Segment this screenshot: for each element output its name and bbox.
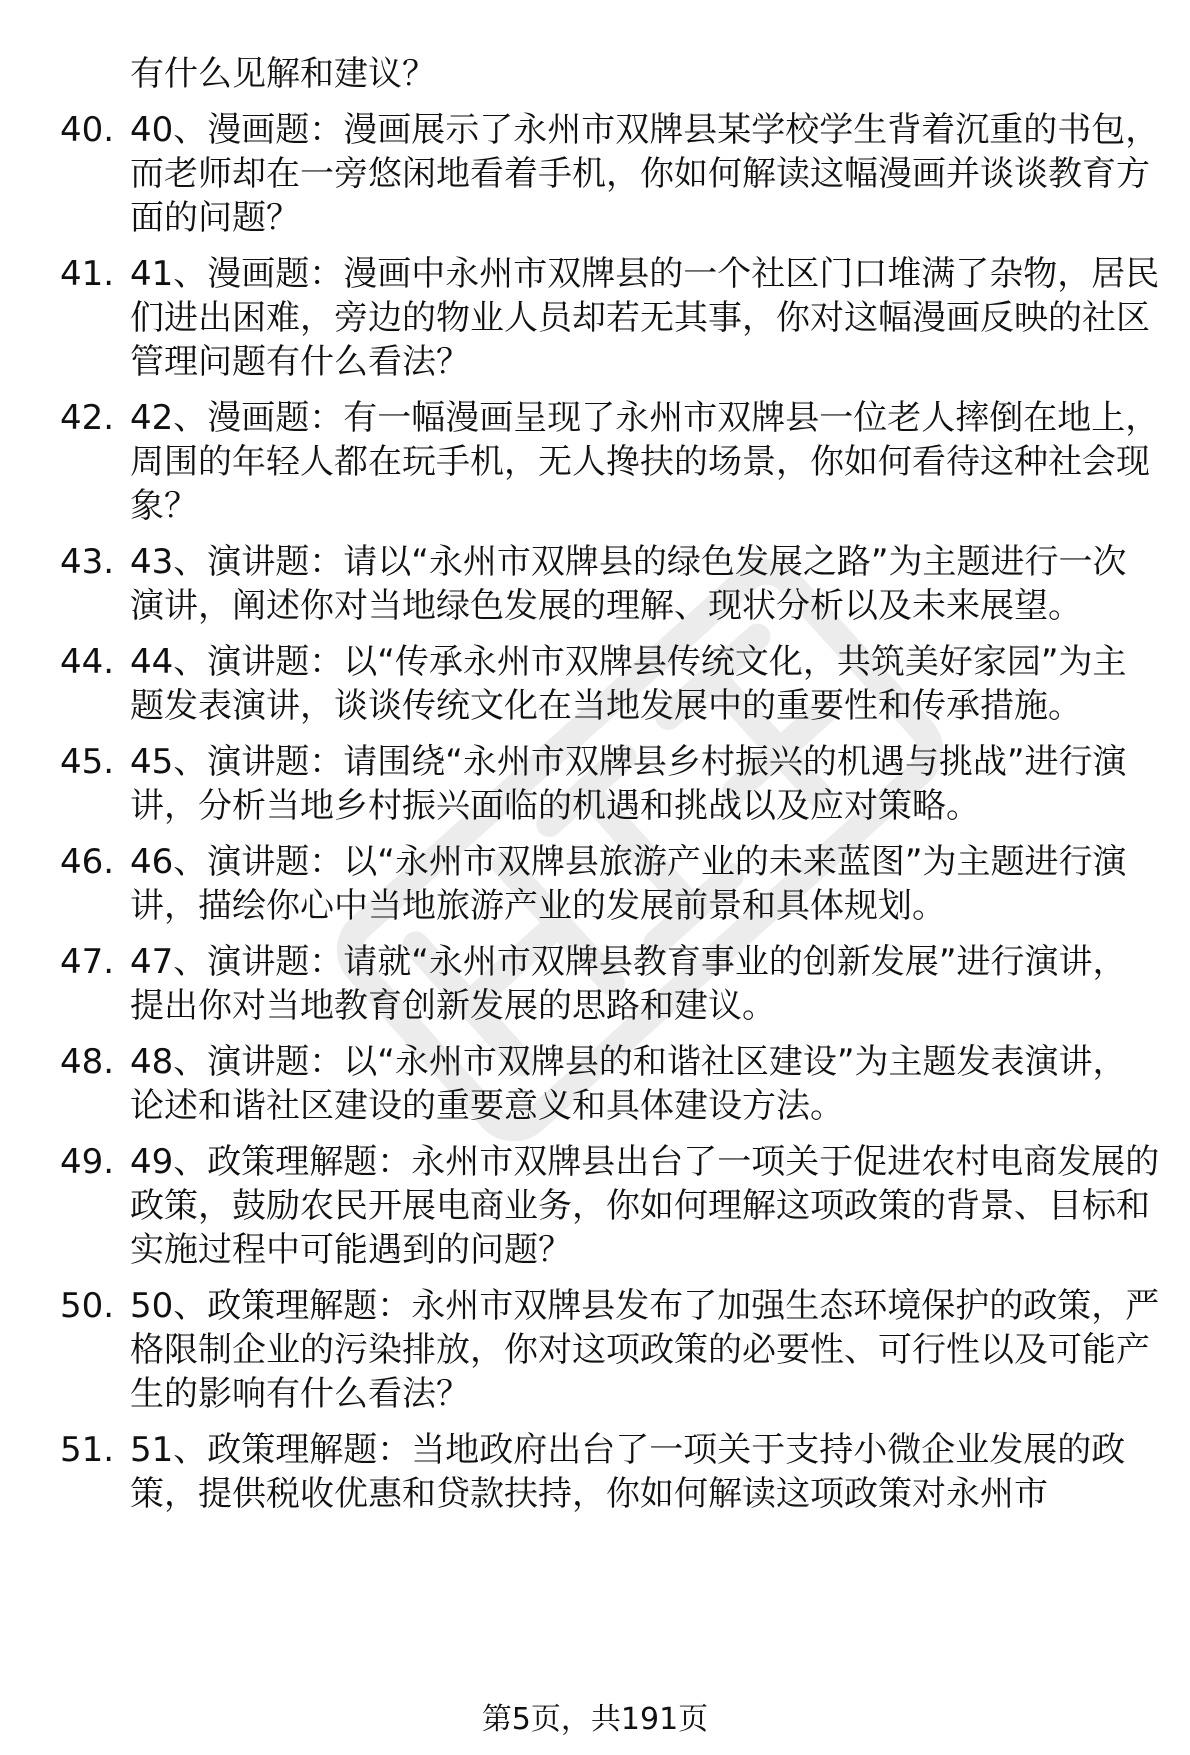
question-item [60, 108, 1160, 240]
question-number: 45. [60, 742, 115, 782]
question-number: 47. [60, 942, 115, 982]
continued-text: 有什么见解和建议？ [130, 54, 436, 94]
question-number: 43. [60, 542, 115, 582]
question-text: 46、演讲题：以“永州市双牌县旅游产业的未来蓝图”为主题进行演讲，描绘你心中当地旅游产业的发展前景和具体规划。 [130, 842, 1127, 926]
question-text: 41、漫画题：漫画中永州市双牌县的一个社区门口堆满了杂物，居民们进出困难，旁边的物业人员却若无其事，你对这幅漫画反映的社区管理问题有什么看法？ [130, 254, 1160, 382]
question-item [60, 840, 1160, 928]
question-list [60, 108, 1160, 1516]
question-text: 47、演讲题：请就“永州市双牌县教育事业的创新发展”进行演讲，提出你对当地教育创新发展的思路和建议。 [130, 942, 1127, 1026]
question-text: 51、政策理解题：当地政府出台了一项关于支持小微企业发展的政策，提供税收优惠和贷款扶持，你如何解读这项政策对永州市 [130, 1430, 1126, 1514]
question-item [60, 396, 1160, 528]
question-list-section [60, 52, 1160, 1516]
page-number-footer: 第5页，共191页 [481, 1702, 709, 1737]
question-item [60, 1428, 1160, 1516]
question-item [60, 940, 1160, 1028]
question-text: 45、演讲题：请围绕“永州市双牌县乡村振兴的机遇与挑战”进行演讲，分析当地乡村振兴面临的机遇和挑战以及应对策略。 [130, 742, 1127, 826]
question-item [60, 1284, 1160, 1416]
question-text: 43、演讲题：请以“永州市双牌县的绿色发展之路”为主题进行一次演讲，阐述你对当地绿色发展的理解、现状分析以及未来展望。 [130, 542, 1127, 626]
question-text: 42、漫画题：有一幅漫画呈现了永州市双牌县一位老人摔倒在地上，周围的年轻人都在玩手机，无人搀扶的场景，你如何看待这种社会现象？ [130, 398, 1160, 526]
question-item [60, 740, 1160, 828]
question-number: 51. [60, 1430, 115, 1470]
question-item [60, 252, 1160, 384]
question-number: 46. [60, 842, 115, 882]
question-item [60, 540, 1160, 628]
question-item [60, 1040, 1160, 1128]
question-number: 50. [60, 1286, 115, 1326]
question-number: 41. [60, 254, 115, 294]
question-item [60, 640, 1160, 728]
question-number: 42. [60, 398, 115, 438]
question-text: 40、漫画题：漫画展示了永州市双牌县某学校学生背着沉重的书包，而老师却在一旁悠闲地看着手机，你如何解读这幅漫画并谈谈教育方面的问题？ [130, 110, 1160, 238]
question-number: 44. [60, 642, 115, 682]
question-text: 48、演讲题：以“永州市双牌县的和谐社区建设”为主题发表演讲，论述和谐社区建设的重要意义和具体建设方法。 [130, 1042, 1127, 1126]
question-text: 49、政策理解题：永州市双牌县出台了一项关于促进农村电商发展的政策，鼓励农民开展电商业务，你如何理解这项政策的背景、目标和实施过程中可能遇到的问题？ [130, 1142, 1160, 1270]
question-number: 48. [60, 1042, 115, 1082]
question-number: 40. [60, 110, 115, 150]
question-text: 50、政策理解题：永州市双牌县发布了加强生态环境保护的政策，严格限制企业的污染排放，你对这项政策的必要性、可行性以及可能产生的影响有什么看法？ [130, 1286, 1160, 1414]
question-text: 44、演讲题：以“传承永州市双牌县传统文化，共筑美好家园”为主题发表演讲，谈谈传统文化在当地发展中的重要性和传承措施。 [130, 642, 1127, 726]
question-number: 49. [60, 1142, 115, 1182]
question-item [60, 1140, 1160, 1272]
